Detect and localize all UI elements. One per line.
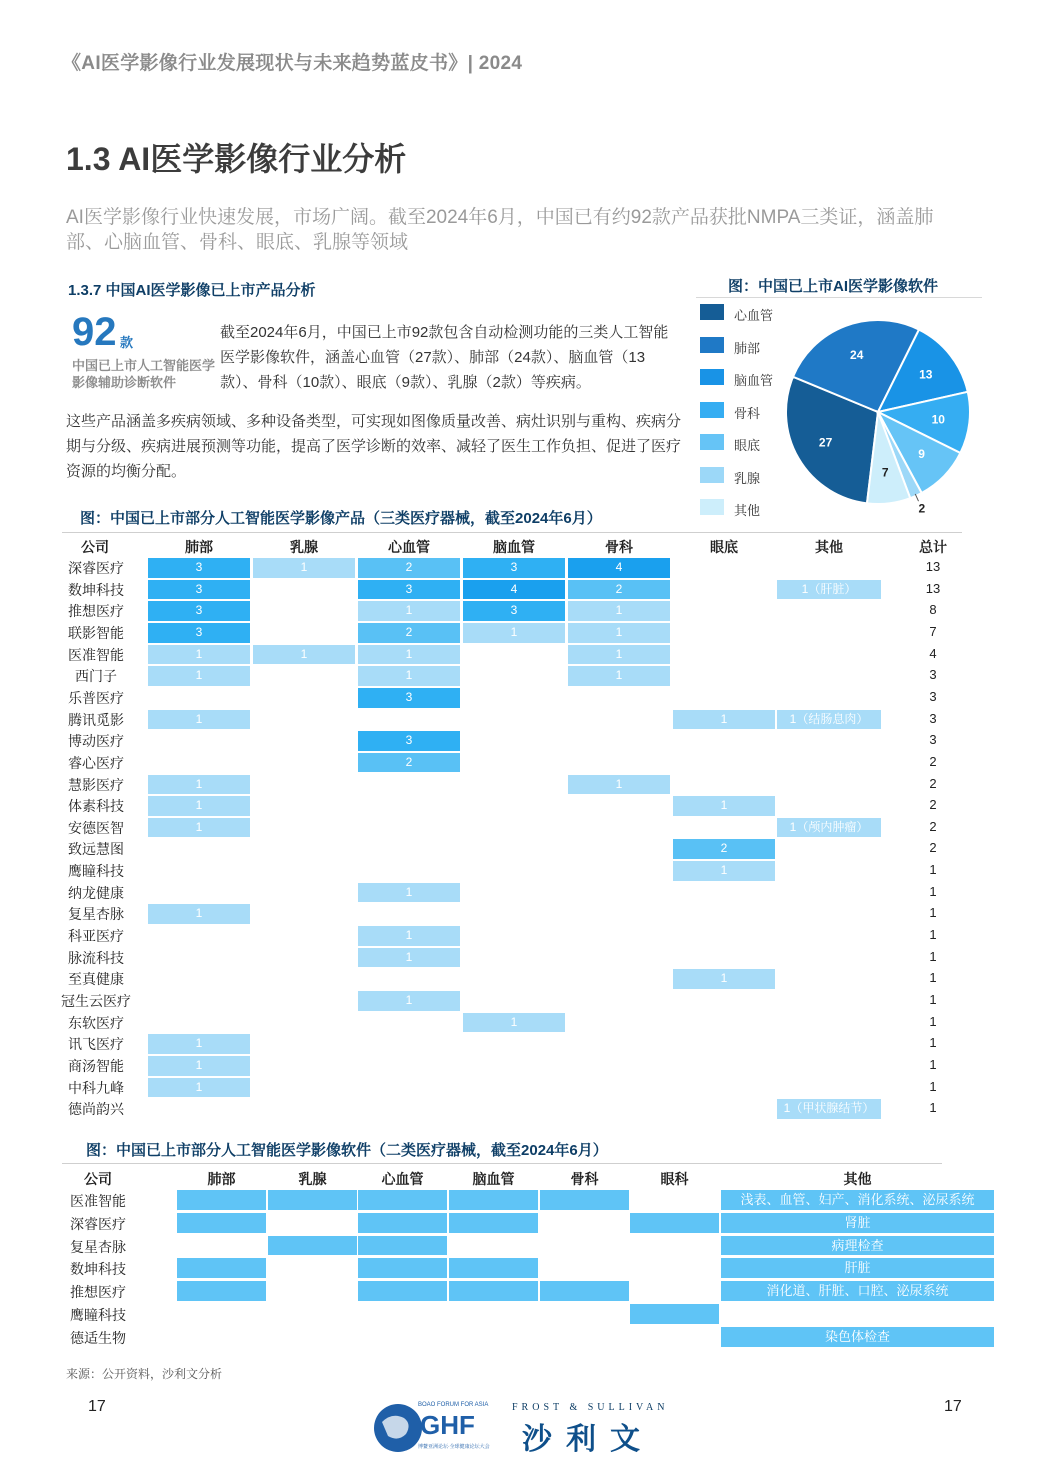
legend-label: 骨科 — [734, 405, 761, 421]
table3-header: 总计 — [919, 539, 947, 555]
table3-row-company: 至真健康 — [68, 971, 124, 988]
source-note: 来源：公开资料，沙利文分析 — [66, 1367, 223, 1381]
table3-cell: 2 — [358, 753, 460, 773]
pie-slice-value-label: 27 — [818, 435, 833, 450]
table3-cell: 1 — [568, 666, 670, 686]
table3-cell: 1（肝脏） — [777, 580, 881, 600]
table3-row-total: 2 — [929, 775, 937, 791]
table3-divider — [62, 532, 962, 533]
table3-cell: 1 — [148, 666, 250, 686]
legend-swatch — [700, 369, 724, 385]
table3-header: 公司 — [81, 539, 109, 555]
table3-row-company: 推想医疗 — [68, 603, 124, 620]
table3-cell: 1 — [148, 710, 250, 730]
table2-cell — [449, 1281, 538, 1301]
table3-cell: 1 — [253, 558, 355, 578]
table3-cell: 1 — [673, 969, 775, 989]
pie-chart-title: 图：中国已上市AI医学影像软件 — [728, 278, 939, 295]
table3-cell: 3 — [148, 580, 250, 600]
table2-cell — [358, 1213, 447, 1233]
table3-cell: 1 — [148, 818, 250, 838]
legend-label: 眼底 — [734, 438, 761, 453]
page-number-left: 17 — [88, 1398, 106, 1415]
table3-cell: 1 — [358, 883, 460, 903]
table2-other-cell: 肾脏 — [721, 1213, 994, 1233]
table3-row-company: 数坤科技 — [68, 581, 124, 598]
table2-header: 心血管 — [381, 1171, 424, 1187]
table3-row-company: 讯飞医疗 — [68, 1036, 124, 1053]
table3-row-total: 2 — [929, 818, 937, 834]
ghf-logo-top: BOAO FORUM FOR ASIA — [418, 1402, 489, 1408]
table3-cell: 1 — [148, 1078, 250, 1098]
table3-row-total: 3 — [929, 710, 937, 726]
table3-cell: 1 — [568, 623, 670, 643]
table3-row-total: 2 — [929, 753, 937, 769]
table3-row-company: 联影智能 — [68, 624, 124, 641]
table3-row-total: 1 — [929, 1035, 937, 1051]
table3-row-company: 冠生云医疗 — [61, 993, 131, 1009]
table3-cell: 3 — [358, 731, 460, 751]
pie-slice-value-label: 13 — [919, 367, 933, 382]
ghf-logo-sub: 博鳌亚洲论坛·全球健康论坛大会 — [418, 1444, 490, 1450]
table3-cell: 1 — [463, 1013, 565, 1033]
table2-cell — [177, 1281, 266, 1301]
table2-other-cell: 消化道、肝脏、口腔、泌尿系统 — [721, 1281, 994, 1301]
table3-row-total: 1 — [929, 883, 937, 899]
table3-cell: 2 — [358, 558, 460, 578]
table2-header: 乳腺 — [298, 1171, 327, 1187]
table2-cell — [449, 1190, 538, 1210]
table2-cell — [177, 1190, 266, 1210]
table3-cell: 3 — [358, 688, 460, 708]
table3-header: 脑血管 — [493, 539, 535, 555]
table2-cell — [358, 1258, 447, 1278]
table3-row-total: 3 — [929, 667, 937, 683]
pie-slice-value-label: 10 — [931, 412, 945, 427]
table2-cell — [358, 1236, 447, 1256]
table2-cell — [540, 1281, 629, 1301]
table3-header: 肺部 — [185, 539, 213, 555]
table3-row-total: 3 — [929, 688, 937, 704]
table3-cell: 1 — [673, 861, 775, 881]
table3-cell: 1（甲状腺结节） — [777, 1099, 881, 1119]
table3-row-company: 东软医疗 — [68, 1014, 124, 1031]
table3-row-total: 1 — [929, 1078, 937, 1094]
legend-swatch — [700, 402, 724, 418]
table2-cell — [630, 1213, 719, 1233]
table3-cell: 1 — [673, 796, 775, 816]
table2-header: 骨科 — [570, 1171, 599, 1187]
table3-cell: 3 — [148, 623, 250, 643]
table2-header: 眼科 — [660, 1171, 689, 1187]
section-title: 1.3 AI医学影像行业分析 — [66, 141, 407, 177]
table3-cell: 1 — [148, 775, 250, 795]
table2-row-company: 推想医疗 — [70, 1284, 126, 1301]
table3-row-total: 8 — [929, 602, 937, 618]
table2-header: 肺部 — [207, 1171, 236, 1187]
table3-row-company: 纳龙健康 — [68, 884, 124, 901]
table3-row-total: 1 — [929, 970, 937, 986]
table2-other-cell: 病理检查 — [721, 1236, 994, 1256]
table2-row-company: 深睿医疗 — [70, 1215, 126, 1232]
table2-header: 其他 — [843, 1171, 872, 1187]
table3-cell: 1 — [358, 645, 460, 665]
table3-header: 眼底 — [710, 539, 738, 555]
table3-cell: 1 — [148, 1056, 250, 1076]
table3-cell: 3 — [148, 558, 250, 578]
table2-header: 公司 — [84, 1171, 112, 1187]
table3-row-company: 德尚韵兴 — [68, 1101, 124, 1118]
table3-cell: 1 — [358, 991, 460, 1011]
legend-swatch — [700, 304, 724, 320]
pie-slice-value-label: 2 — [918, 501, 926, 514]
big-number-unit: 款 — [120, 335, 134, 350]
table3-cell: 1 — [568, 645, 670, 665]
table3-row-total: 1 — [929, 1056, 937, 1072]
table3-cell: 3 — [463, 601, 565, 621]
table2-row-company: 德适生物 — [70, 1329, 126, 1346]
table3-cell: 1（结肠息肉） — [777, 710, 881, 730]
big-number-description: 中国已上市人工智能医学影像辅助诊断软件 — [72, 358, 216, 390]
table3-row-company: 复星杏脉 — [68, 906, 124, 923]
table3-cell: 3 — [463, 558, 565, 578]
table2-row-company: 医准智能 — [70, 1193, 126, 1209]
table3-row-company: 致远慧图 — [68, 841, 124, 858]
table3-row-company: 商汤智能 — [68, 1057, 124, 1074]
table2-cell — [177, 1258, 266, 1278]
table3-row-total: 3 — [929, 732, 937, 748]
table3-row-company: 安德医智 — [68, 819, 124, 836]
frost-sullivan-logo-cn: 沙利文 — [522, 1423, 654, 1456]
table3-row-company: 脉流科技 — [68, 949, 124, 966]
table3-header: 骨科 — [605, 539, 633, 555]
table3-cell: 1 — [358, 666, 460, 686]
table2-divider — [62, 1163, 942, 1164]
table3-cell: 1 — [568, 601, 670, 621]
table3-cell: 3 — [358, 580, 460, 600]
legend-swatch — [700, 467, 724, 483]
table3-header: 其他 — [815, 539, 843, 555]
table3-cell: 1 — [358, 601, 460, 621]
pie-slice-value-label: 9 — [918, 447, 925, 462]
table3-row-company: 睿心医疗 — [68, 754, 124, 771]
table3-cell: 3 — [148, 601, 250, 621]
table3-cell: 4 — [463, 580, 565, 600]
table3-cell: 1 — [358, 926, 460, 946]
table3-row-total: 1 — [929, 948, 937, 964]
table2-other-cell: 染色体检查 — [721, 1327, 994, 1347]
table3-cell: 1 — [673, 710, 775, 730]
table3-row-total: 4 — [929, 645, 937, 661]
table3-row-company: 慧影医疗 — [68, 776, 124, 793]
table2-header: 脑血管 — [472, 1171, 515, 1187]
table3-row-company: 医准智能 — [68, 646, 124, 663]
table3-row-company: 科亚医疗 — [68, 928, 124, 945]
legend-swatch — [700, 337, 724, 353]
table2-cell — [540, 1190, 629, 1210]
pie-chart — [780, 314, 980, 514]
table3-row-total: 1 — [929, 1100, 937, 1116]
big-number: 92 — [72, 310, 117, 354]
table3-cell: 1（颅内肿瘤） — [777, 818, 881, 838]
table3-row-total: 1 — [929, 927, 937, 943]
table3-cell: 1 — [148, 796, 250, 816]
table3-row-company: 西门子 — [75, 668, 117, 685]
legend-label: 心血管 — [734, 308, 774, 323]
table3-cell: 1 — [148, 645, 250, 665]
table3-row-company: 腾讯觅影 — [68, 711, 124, 728]
table3-row-total: 1 — [929, 862, 937, 878]
table3-header: 乳腺 — [290, 539, 318, 555]
table3-cell: 1 — [568, 775, 670, 795]
table3-cell: 1 — [358, 948, 460, 968]
table3-cell: 4 — [568, 558, 670, 578]
table2-row-company: 复星杏脉 — [70, 1238, 126, 1255]
table2-row-company: 鹰瞳科技 — [70, 1307, 126, 1323]
table3-cell: 2 — [568, 580, 670, 600]
legend-label: 其他 — [734, 503, 761, 518]
detail-paragraph: 这些产品涵盖多疾病领域、多种设备类型，可实现如图像质量改善、病灶识别与重构、疾病分期与分级、疾病进展预测等功能，提高了医学诊断的效率、减轻了医生工作负担、促进了医疗资源的均衡分配。 — [66, 413, 682, 480]
ghf-logo — [372, 1398, 502, 1458]
table3-cell: 2 — [358, 623, 460, 643]
table3-row-company: 乐普医疗 — [68, 689, 124, 706]
subsection-title: 1.3.7 中国AI医学影像已上市产品分析 — [68, 282, 316, 299]
table2-cell — [268, 1190, 357, 1210]
lead-paragraph: AI医学影像行业快速发展，市场广阔。截至2024年6月，中国已有约92款产品获批NMPA三类证，涵盖肺部、心脑血管、骨科、眼底、乳腺等领域 — [66, 207, 934, 253]
legend-swatch — [700, 434, 724, 450]
table3-cell: 2 — [673, 839, 775, 859]
table3-row-total: 1 — [929, 992, 937, 1007]
page-number-right: 17 — [944, 1398, 962, 1415]
table3-cell: 1 — [253, 645, 355, 665]
legend-label: 乳腺 — [734, 470, 761, 486]
table3-row-company: 深睿医疗 — [68, 560, 124, 576]
table3-row-company: 博动医疗 — [68, 733, 124, 750]
table2-cell — [177, 1213, 266, 1233]
table3-row-total: 2 — [929, 840, 937, 856]
pie-title-divider — [696, 297, 982, 298]
summary-paragraph: 截至2024年6月，中国已上市92款包含自动检测功能的三类人工智能医学影像软件，涵盖心血管（27款）、肺部（24款）、脑血管（13款）、骨科（10款）、眼底（9款）、乳腺（2款）等疾病。 — [220, 324, 669, 391]
table3-row-company: 中科九峰 — [68, 1079, 124, 1096]
document-header: 《AI医学影像行业发展现状与未来趋势蓝皮书》| 2024 — [62, 53, 523, 74]
table3-header: 心血管 — [388, 539, 430, 555]
pie-slice-value-label: 7 — [881, 465, 889, 480]
table2-cell — [449, 1258, 538, 1278]
table2-cell — [449, 1213, 538, 1233]
table3-row-total: 2 — [929, 797, 937, 813]
table3-row-total: 1 — [929, 905, 937, 921]
table2-cell — [630, 1304, 719, 1324]
ghf-logo-text: GHF — [420, 1410, 475, 1440]
table2-title: 图：中国已上市部分人工智能医学影像软件（二类医疗器械，截至2024年6月） — [86, 1142, 608, 1159]
table3-title: 图：中国已上市部分人工智能医学影像产品（三类医疗器械，截至2024年6月） — [80, 510, 602, 527]
table2-row-company: 数坤科技 — [70, 1261, 126, 1278]
legend-swatch — [700, 499, 724, 515]
legend-label: 脑血管 — [734, 373, 774, 388]
table3-row-total: 7 — [929, 623, 937, 639]
table3-cell: 1 — [148, 904, 250, 924]
table2-other-cell: 浅表、血管、妇产、消化系统、泌尿系统 — [721, 1190, 994, 1210]
frost-sullivan-logo-text: FROST & SULLIVAN — [512, 1402, 669, 1413]
table3-row-total: 1 — [929, 1013, 937, 1029]
table2-other-cell: 肝脏 — [721, 1258, 994, 1278]
table3-row-total: 13 — [925, 580, 941, 596]
table3-cell: 1 — [463, 623, 565, 643]
table2-cell — [358, 1281, 447, 1301]
table3-row-company: 体素科技 — [68, 798, 124, 815]
legend-label: 肺部 — [734, 340, 761, 356]
table3-row-company: 鹰瞳科技 — [68, 863, 124, 880]
table3-row-total: 13 — [925, 559, 941, 574]
table3-cell: 1 — [148, 1034, 250, 1054]
table2-cell — [268, 1236, 357, 1256]
pie-slice-value-label: 24 — [850, 348, 864, 363]
table2-cell — [358, 1190, 447, 1210]
